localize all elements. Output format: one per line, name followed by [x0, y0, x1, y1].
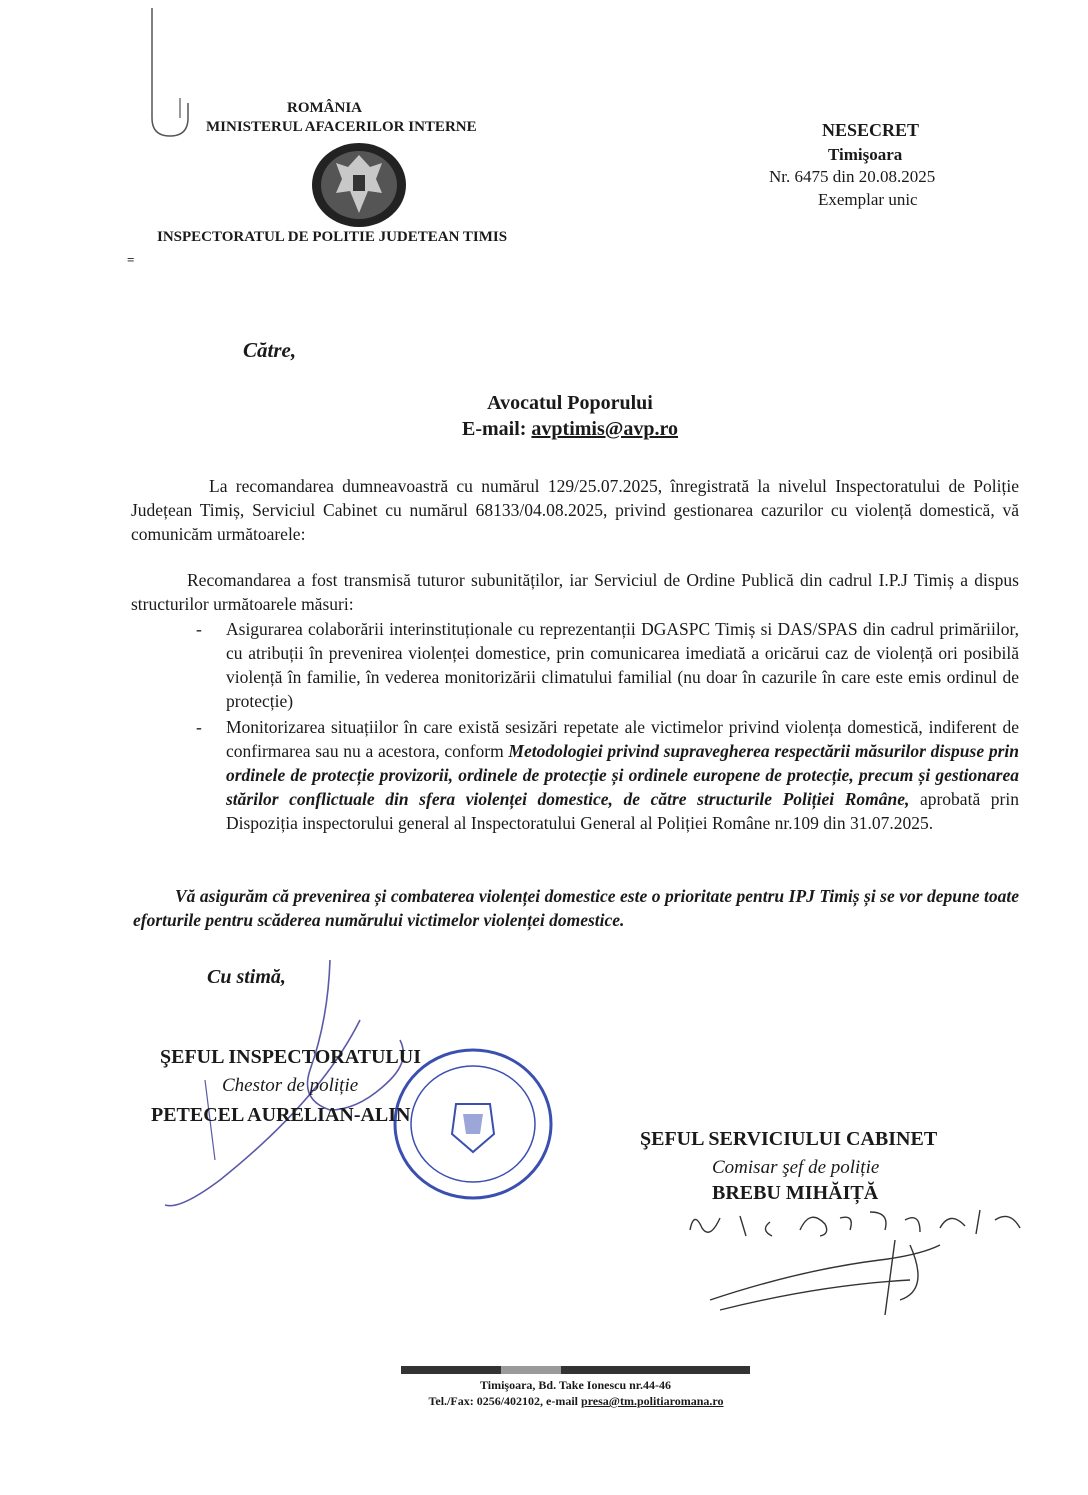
footer-email-link[interactable]: presa@tm.politiaromana.ro: [581, 1394, 724, 1408]
addressee-email-link[interactable]: avptimis@avp.ro: [531, 418, 679, 440]
footer-divider: [401, 1366, 750, 1374]
paragraph-intro: La recomandarea dumneavoastră cu numărul 129/25.07.2025, înregistrată la nivelul Inspectoratului de Poliție Județean Timiș, Serviciul Cabinet cu numărul 68133/04.08.2025, privind gestionarea cazurilor cu violență domestică, vă comunicăm următoarele:: [131, 476, 1019, 544]
list-item: [196, 617, 1019, 713]
bullet-dash: -: [196, 717, 202, 737]
paper-clip-mark: [140, 8, 200, 138]
header-city: Timişoara: [828, 145, 903, 164]
measures-list: [196, 617, 1019, 837]
left-signatory-rank: Chestor de poliție: [222, 1075, 359, 1096]
header-inspectorate: INSPECTORATUL DE POLITIE JUDETEAN TIMIS: [157, 229, 508, 245]
bullet-dash: -: [196, 619, 202, 639]
copy-label: Exemplar unic: [818, 190, 918, 209]
coat-of-arms-icon: [310, 141, 408, 229]
classification-label: NESECRET: [822, 120, 920, 140]
header-mark: =: [127, 252, 135, 267]
to-label: Către,: [243, 338, 297, 362]
addressee-email-line: [400, 416, 740, 442]
paragraph-measures: Recomandarea a fost transmisă tuturor subunităților, iar Serviciul de Ordine Publică din cadrul I.P.J Timiș a dispus structurilor următoarele măsuri:: [131, 570, 1019, 614]
footer-contact-prefix: Tel./Fax: 0256/402102, e-mail: [428, 1394, 582, 1408]
salutation: Cu stimă,: [207, 966, 286, 988]
bullet-text: Asigurarea colaborării interinstituționale cu reprezentanții DGASPC Timiș si DAS/SPAS din cadrul primăriilor, cu atribuții în prevenirea violenței domestice, prin comunicarea imediată a oricărui caz de violență ori posibilă violență în familie, în vederea monitorizării climatului familial (nu doar în cazurile în care este emis ordinul de protecție): [226, 619, 1019, 711]
footer-contact: [376, 1394, 776, 1409]
right-signatory-name: BREBU MIHĂIȚĂ: [712, 1182, 879, 1204]
left-signatory-name: PETECEL AURELIAN-ALIN: [151, 1104, 411, 1126]
signature-right: [680, 1200, 1040, 1320]
header-ministry: MINISTERUL AFACERILOR INTERNE: [206, 119, 477, 135]
left-signatory-title: ŞEFUL INSPECTORATULUI: [160, 1046, 421, 1068]
header-country: ROMÂNIA: [287, 100, 362, 116]
registration-number: Nr. 6475 din 20.08.2025: [769, 167, 936, 186]
addressee-block: [400, 390, 740, 442]
bullet-text-c: aprobată prin Dispoziția inspectorului general al Inspectoratului General al Poliției Române nr.109 din 31.07.2025.: [226, 789, 1019, 833]
addressee-name: Avocatul Poporului: [487, 392, 653, 414]
list-item: [196, 715, 1019, 835]
right-signatory-title: ŞEFUL SERVICIULUI CABINET: [640, 1128, 938, 1150]
bullet-text-methodology: Metodologiei privind supravegherea respectării măsurilor dispuse prin ordinele de protecție provizorii, ordinele de protecție și ordinele europene de protecție, precum și gestionarea stărilor conflictuale din sfera violenței domestice, de către structurile Poliției Române,: [226, 741, 1019, 809]
closing-paragraph: Vă asigurăm că prevenirea și combaterea violenței domestice este o prioritate pentru IPJ Timiș și se vor depune toate eforturile pentru scăderea numărului victimelor violenței domestice.: [133, 886, 1019, 930]
right-signatory-rank: Comisar şef de poliție: [712, 1157, 880, 1178]
email-label: E-mail:: [461, 418, 532, 440]
footer-address: Timişoara, Bd. Take Ionescu nr.44-46: [479, 1378, 672, 1392]
bullet-text-a: Monitorizarea situațiilor în care există sesizări repetate ale victimelor privind violența domestică, indiferent de confirmarea sau nu a acestora, conform: [226, 717, 1019, 761]
